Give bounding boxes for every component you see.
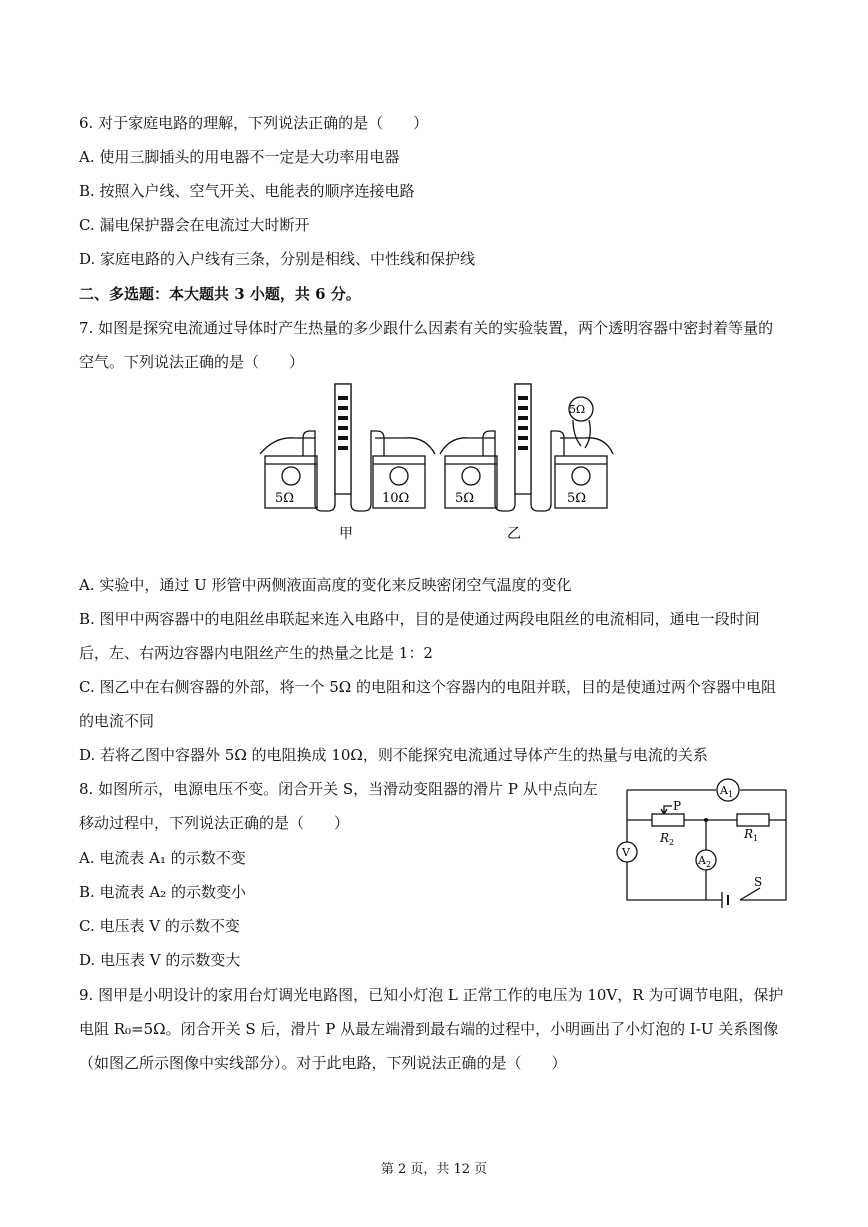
q9-stem-line3: （如图乙所示图像中实线部分）。对于此电路，下列说法正确的是（ ）: [79, 1054, 567, 1072]
q7-option-b-line1: B. 图甲中两容器中的电阻丝串联起来连入电路中，目的是使通过两段电阻丝的电流相同，通电一段时间: [79, 610, 760, 628]
q7-option-d: D. 若将乙图中容器外 5Ω 的电阻换成 10Ω，则不能探究电流通过导体产生的热量与电流的关系: [79, 746, 708, 764]
q7-stem-line1: 7. 如图是探究电流通过导体时产生热量的多少跟什么因素有关的实验装置，两个透明容器中密封着等量的: [79, 319, 774, 337]
q8-stem-line1: 8. 如图所示，电源电压不变。闭合开关 S，当滑动变阻器的滑片 P 从中点向左: [79, 780, 598, 798]
figure-yi-label: 乙: [507, 526, 521, 542]
yi-left-resistor-label: 5Ω: [455, 491, 475, 506]
q8-option-a: A. 电流表 A₁ 的示数不变: [79, 849, 246, 867]
switch-s-label: S: [754, 875, 763, 889]
voltmeter-icon: V: [622, 846, 630, 859]
q8-option-b: B. 电流表 A₂ 的示数变小: [79, 883, 246, 901]
q6-option-a: A. 使用三脚插头的用电器不一定是大功率用电器: [79, 148, 400, 166]
section-heading: 二、多选题：本大题共 3 小题，共 6 分。: [79, 285, 361, 303]
q8-option-c: C. 电压表 V 的示数不变: [79, 917, 240, 935]
q6-option-c: C. 漏电保护器会在电流过大时断开: [79, 216, 310, 234]
slider-p-label: P: [673, 799, 682, 813]
q9-stem-line1: 9. 图甲是小明设计的家用台灯调光电路图，已知小灯泡 L 正常工作的电压为 10V，R 为可调节电阻，保护: [79, 986, 784, 1004]
q7-option-c-line2: 的电流不同: [79, 712, 155, 730]
r1-label: $R_1$: [744, 827, 759, 843]
q7-option-b-line2: 后，左、右两边容器内电阻丝产生的热量之比是 1：2: [79, 644, 433, 662]
page-footer: 第 2 页，共 12 页: [380, 1162, 488, 1177]
q6-option-b: B. 按照入户线、空气开关、电能表的顺序连接电路: [79, 182, 415, 200]
q7-option-a: A. 实验中，通过 U 形管中两侧液面高度的变化来反映密闭空气温度的变化: [79, 576, 572, 594]
r2-label: $R_2$: [660, 831, 675, 847]
external-resistor-label: 5Ω: [569, 403, 586, 416]
q9-stem-line2: 电阻 R₀=5Ω。闭合开关 S 后，滑片 P 从最左端滑到最右端的过程中，小明画出了小灯泡的 I-U 关系图像: [79, 1020, 779, 1038]
yi-right-resistor-label: 5Ω: [567, 491, 587, 506]
q7-figure: [255, 376, 615, 550]
q7-option-c-line1: C. 图乙中在右侧容器的外部，将一个 5Ω 的电阻和这个容器内的电阻并联，目的是使通过两个容器中电阻: [79, 678, 776, 696]
q8-circuit-figure: [612, 776, 794, 914]
ammeter-a1-icon: $A_1$: [720, 784, 734, 799]
ammeter-a2-icon: $A_2$: [698, 854, 712, 869]
q6-option-d: D. 家庭电路的入户线有三条，分别是相线、中性线和保护线: [79, 250, 476, 268]
left-resistor-label: 5Ω: [275, 491, 295, 506]
figure-jia-label: 甲: [339, 526, 353, 542]
right-resistor-label: 10Ω: [382, 491, 410, 506]
q8-option-d: D. 电压表 V 的示数变大: [79, 951, 241, 969]
q7-apparatus-diagram: [255, 376, 615, 546]
q8-circuit-diagram: [612, 776, 794, 910]
q6-stem: 6. 对于家庭电路的理解，下列说法正确的是（ ）: [79, 114, 429, 132]
q8-stem-line2: 移动过程中，下列说法正确的是（ ）: [79, 814, 350, 832]
q7-stem-line2: 空气。下列说法正确的是（ ）: [79, 353, 305, 371]
